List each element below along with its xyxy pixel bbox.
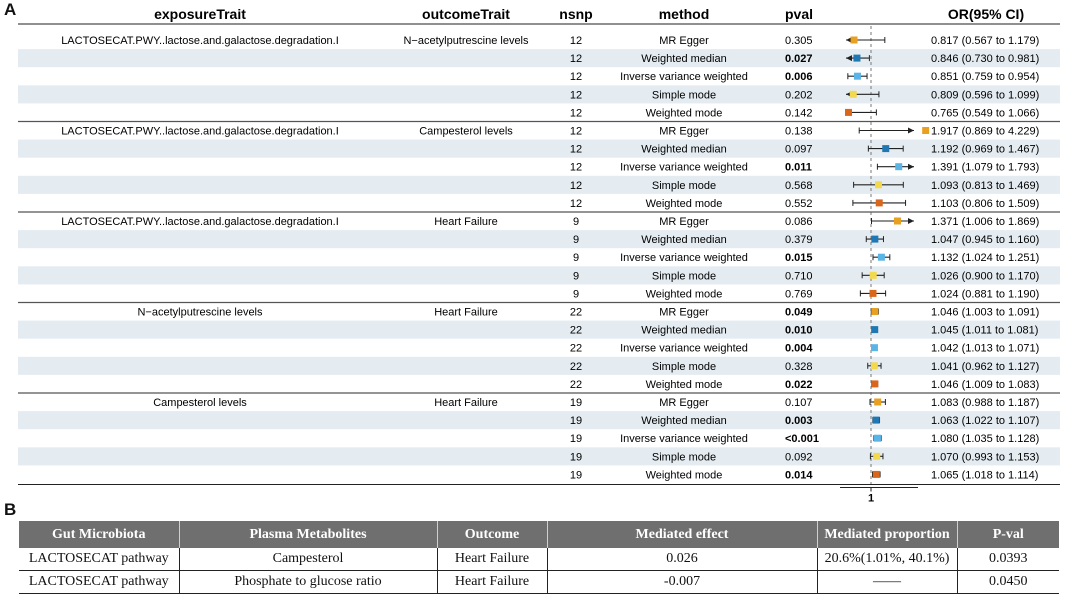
pval-value: 0.568 xyxy=(785,179,813,192)
header-outcome-trait: outcomeTrait xyxy=(422,6,510,22)
nsnp-value: 12 xyxy=(569,35,583,47)
method-name: Weighted median xyxy=(641,415,727,428)
pval-value: 0.107 xyxy=(785,397,813,409)
header-gut-microbiota: Gut Microbiota xyxy=(19,521,179,548)
cell-gut-microbiota: LACTOSECAT pathway xyxy=(19,548,179,571)
point-estimate-marker xyxy=(873,471,880,478)
cell-gut-microbiota: LACTOSECAT pathway xyxy=(19,571,179,594)
row-stripe xyxy=(18,266,1060,284)
row-stripe xyxy=(18,85,1060,103)
method-name: Weighted median xyxy=(641,143,727,156)
point-estimate-marker xyxy=(876,199,883,206)
outcome-trait: Heart Failure xyxy=(434,216,498,228)
pval-value: 0.328 xyxy=(785,360,813,373)
nsnp-value: 12 xyxy=(569,89,583,102)
cell-mediated-effect: -0.007 xyxy=(547,571,817,594)
or-ci-value: 1.371 (1.006 to 1.869) xyxy=(931,216,1040,228)
point-estimate-marker xyxy=(871,308,878,315)
or-ci-value: 1.024 (0.881 to 1.190) xyxy=(931,288,1040,301)
pval-value: 0.769 xyxy=(785,288,813,301)
method-name: MR Egger xyxy=(659,397,709,409)
nsnp-value: 9 xyxy=(572,234,580,247)
point-estimate-marker xyxy=(875,181,882,188)
exposure-trait: LACTOSECAT.PWY..lactose.and.galactose.degradation.I xyxy=(61,35,339,47)
pval-value: 0.004 xyxy=(785,342,813,355)
or-ci-value: 0.765 (0.549 to 1.066) xyxy=(931,107,1040,120)
method-name: Weighted median xyxy=(641,324,727,337)
method-name: Weighted mode xyxy=(645,469,723,482)
outcome-trait: Heart Failure xyxy=(434,306,498,319)
nsnp-value: 12 xyxy=(569,125,583,138)
outcome-trait: N−acetylputrescine levels xyxy=(403,35,529,47)
pval-value: 0.015 xyxy=(785,252,813,265)
point-estimate-marker xyxy=(854,73,861,80)
method-name: MR Egger xyxy=(659,306,709,319)
point-estimate-marker xyxy=(850,91,857,98)
nsnp-value: 9 xyxy=(572,252,580,265)
row-stripe xyxy=(18,49,1060,67)
nsnp-value: 22 xyxy=(569,342,583,355)
row-stripe xyxy=(18,411,1060,429)
method-name: MR Egger xyxy=(659,35,709,47)
cell-mediated-effect: 0.026 xyxy=(547,548,817,571)
or-ci-value: 1.192 (0.969 to 1.467) xyxy=(931,143,1040,156)
nsnp-value: 19 xyxy=(569,415,583,428)
nsnp-value: 12 xyxy=(569,179,583,192)
point-estimate-marker xyxy=(874,435,881,442)
nsnp-value: 12 xyxy=(569,107,583,120)
or-ci-value: 1.080 (1.035 to 1.128) xyxy=(931,433,1040,446)
pval-value: 0.710 xyxy=(785,270,813,283)
method-name: Simple mode xyxy=(651,179,717,192)
method-name: Inverse variance weighted xyxy=(620,161,748,174)
or-ci-value: 1.046 (1.003 to 1.091) xyxy=(931,306,1040,319)
nsnp-value: 12 xyxy=(569,53,583,66)
mediation-table xyxy=(19,521,1059,594)
method-name: MR Egger xyxy=(659,125,709,138)
method-name: Simple mode xyxy=(651,270,717,283)
pval-value: 0.202 xyxy=(785,89,813,102)
nsnp-value: 22 xyxy=(569,360,583,373)
or-ci-value: 1.042 (1.013 to 1.071) xyxy=(931,342,1040,355)
point-estimate-marker xyxy=(870,272,877,279)
method-name: Inverse variance weighted xyxy=(620,433,748,446)
exposure-trait: N−acetylputrescine levels xyxy=(137,306,263,319)
method-name: Weighted mode xyxy=(645,288,723,301)
nsnp-value: 22 xyxy=(569,306,583,319)
nsnp-value: 22 xyxy=(569,324,583,337)
or-ci-value: 1.041 (0.962 to 1.127) xyxy=(931,360,1040,373)
outcome-trait: Heart Failure xyxy=(434,397,498,409)
or-ci-value: 1.047 (0.945 to 1.160) xyxy=(931,234,1040,247)
pval-value: 0.011 xyxy=(785,161,812,174)
cell-outcome: Heart Failure xyxy=(437,548,547,571)
method-name: MR Egger xyxy=(659,216,709,228)
header-pval: pval xyxy=(784,6,814,22)
table-row xyxy=(19,548,1059,571)
cell-mediated-proportion: 20.6%(1.01%, 40.1%) xyxy=(817,548,957,571)
nsnp-value: 12 xyxy=(569,143,583,156)
mediation-table-header xyxy=(19,521,1059,548)
or-ci-value: 1.046 (1.009 to 1.083) xyxy=(931,378,1040,391)
point-estimate-marker xyxy=(871,236,878,243)
pval-value: 0.552 xyxy=(785,197,813,210)
row-stripe xyxy=(18,447,1060,465)
or-ci-value: 1.026 (0.900 to 1.170) xyxy=(931,270,1040,283)
method-name: Weighted mode xyxy=(645,107,723,120)
or-ci-value: 0.809 (0.596 to 1.099) xyxy=(931,89,1040,102)
nsnp-value: 19 xyxy=(569,469,583,482)
header-mediated-proportion: Mediated proportion xyxy=(817,521,957,548)
cell-plasma-metabolite: Campesterol xyxy=(179,548,437,571)
cell-plasma-metabolite: Phosphate to glucose ratio xyxy=(179,571,437,594)
pval-value: 0.138 xyxy=(785,125,813,138)
pval-value: 0.003 xyxy=(785,415,813,428)
pval-value: 0.027 xyxy=(785,53,813,66)
point-estimate-marker xyxy=(873,417,880,424)
header-exposure-trait: exposureTrait xyxy=(154,6,246,22)
method-name: Weighted median xyxy=(641,53,727,66)
ci-arrow-icon xyxy=(908,128,914,134)
method-name: Simple mode xyxy=(651,451,717,464)
pval-value: 0.049 xyxy=(785,306,813,319)
or-ci-value: 1.093 (0.813 to 1.469) xyxy=(931,179,1040,192)
exposure-trait: LACTOSECAT.PWY..lactose.and.galactose.degradation.I xyxy=(61,216,339,228)
header-p-val: P-val xyxy=(957,521,1059,548)
pval-value: 0.092 xyxy=(785,451,813,464)
cell-p-val: 0.0393 xyxy=(957,548,1059,571)
or-ci-value: 0.846 (0.730 to 0.981) xyxy=(931,53,1040,66)
row-stripe xyxy=(18,357,1060,375)
or-ci-value: 1.391 (1.079 to 1.793) xyxy=(931,161,1040,174)
nsnp-value: 12 xyxy=(569,197,583,210)
header-or-ci: OR(95% CI) xyxy=(947,6,1025,22)
or-ci-value: 1.065 (1.018 to 1.114) xyxy=(931,469,1039,482)
method-name: Inverse variance weighted xyxy=(620,342,748,355)
pval-value: 0.097 xyxy=(785,143,813,156)
method-name: Weighted mode xyxy=(645,378,723,391)
point-estimate-marker xyxy=(845,109,852,116)
nsnp-value: 9 xyxy=(572,216,580,228)
point-estimate-marker xyxy=(871,362,878,369)
nsnp-value: 19 xyxy=(569,397,583,409)
pval-value: 0.086 xyxy=(785,216,813,228)
nsnp-value: 19 xyxy=(569,451,583,464)
cell-p-val: 0.0450 xyxy=(957,571,1059,594)
header-mediated-effect: Mediated effect xyxy=(547,521,817,548)
or-ci-value: 1.083 (0.988 to 1.187) xyxy=(931,397,1040,409)
or-ci-value: 1.917 (0.869 to 4.229) xyxy=(931,125,1040,138)
point-estimate-marker xyxy=(882,145,889,152)
point-estimate-marker xyxy=(895,163,902,170)
nsnp-value: 22 xyxy=(569,378,583,391)
nsnp-value: 9 xyxy=(572,270,580,283)
exposure-trait: LACTOSECAT.PWY..lactose.and.galactose.degradation.I xyxy=(61,125,339,138)
method-name: Simple mode xyxy=(651,360,717,373)
row-stripe xyxy=(18,140,1060,158)
header-outcome: Outcome xyxy=(437,521,547,548)
method-name: Simple mode xyxy=(651,89,717,102)
nsnp-value: 12 xyxy=(569,161,583,174)
table-row xyxy=(19,571,1059,594)
point-estimate-marker xyxy=(851,37,858,44)
header-method: method xyxy=(658,6,710,22)
nsnp-value: 9 xyxy=(572,288,580,301)
point-estimate-marker xyxy=(878,254,885,261)
cell-outcome: Heart Failure xyxy=(437,571,547,594)
panel-a-label: A xyxy=(4,0,17,19)
nsnp-value: 19 xyxy=(569,433,583,446)
point-estimate-marker xyxy=(894,218,901,225)
point-estimate-marker xyxy=(871,380,878,387)
pval-value: 0.305 xyxy=(785,35,813,47)
exposure-trait: Campesterol levels xyxy=(153,397,247,409)
outcome-trait: Campesterol levels xyxy=(419,125,513,138)
header-plasma-metabolites: Plasma Metabolites xyxy=(179,521,437,548)
point-estimate-marker xyxy=(874,399,881,406)
or-ci-value: 1.132 (1.024 to 1.251) xyxy=(931,252,1040,265)
pval-value: 0.006 xyxy=(785,71,813,84)
nsnp-value: 12 xyxy=(569,71,583,84)
or-ci-value: 1.063 (1.022 to 1.107) xyxy=(931,415,1040,428)
method-name: Inverse variance weighted xyxy=(620,71,748,84)
point-estimate-marker xyxy=(853,55,860,62)
method-name: Inverse variance weighted xyxy=(620,252,748,265)
point-estimate-marker xyxy=(922,127,929,134)
panel-b-label: B xyxy=(4,500,17,519)
or-ci-value: 0.817 (0.567 to 1.179) xyxy=(931,35,1040,47)
or-ci-value: 1.070 (0.993 to 1.153) xyxy=(931,451,1040,464)
pval-value: 0.010 xyxy=(785,324,813,337)
point-estimate-marker xyxy=(873,453,880,460)
row-stripe xyxy=(18,321,1060,339)
pval-value: 0.142 xyxy=(785,107,813,120)
method-name: Weighted mode xyxy=(645,197,723,210)
pval-value: 0.022 xyxy=(785,378,813,391)
pval-value: 0.379 xyxy=(785,234,813,247)
pval-value: 0.014 xyxy=(785,469,813,482)
row-stripe xyxy=(18,230,1060,248)
x-axis-tick-label: 1 xyxy=(867,492,875,505)
point-estimate-marker xyxy=(869,290,876,297)
method-name: Weighted median xyxy=(641,234,727,247)
header-nsnp: nsnp xyxy=(559,6,593,22)
cell-mediated-proportion: —— xyxy=(817,571,957,594)
or-ci-value: 0.851 (0.759 to 0.954) xyxy=(931,71,1040,84)
or-ci-value: 1.103 (0.806 to 1.509) xyxy=(931,197,1040,210)
pval-value: <0.001 xyxy=(785,433,819,446)
ci-arrow-icon xyxy=(908,218,914,224)
or-ci-value: 1.045 (1.011 to 1.081) xyxy=(931,324,1039,337)
point-estimate-marker xyxy=(871,344,878,351)
ci-arrow-icon xyxy=(908,164,914,170)
point-estimate-marker xyxy=(871,326,878,333)
